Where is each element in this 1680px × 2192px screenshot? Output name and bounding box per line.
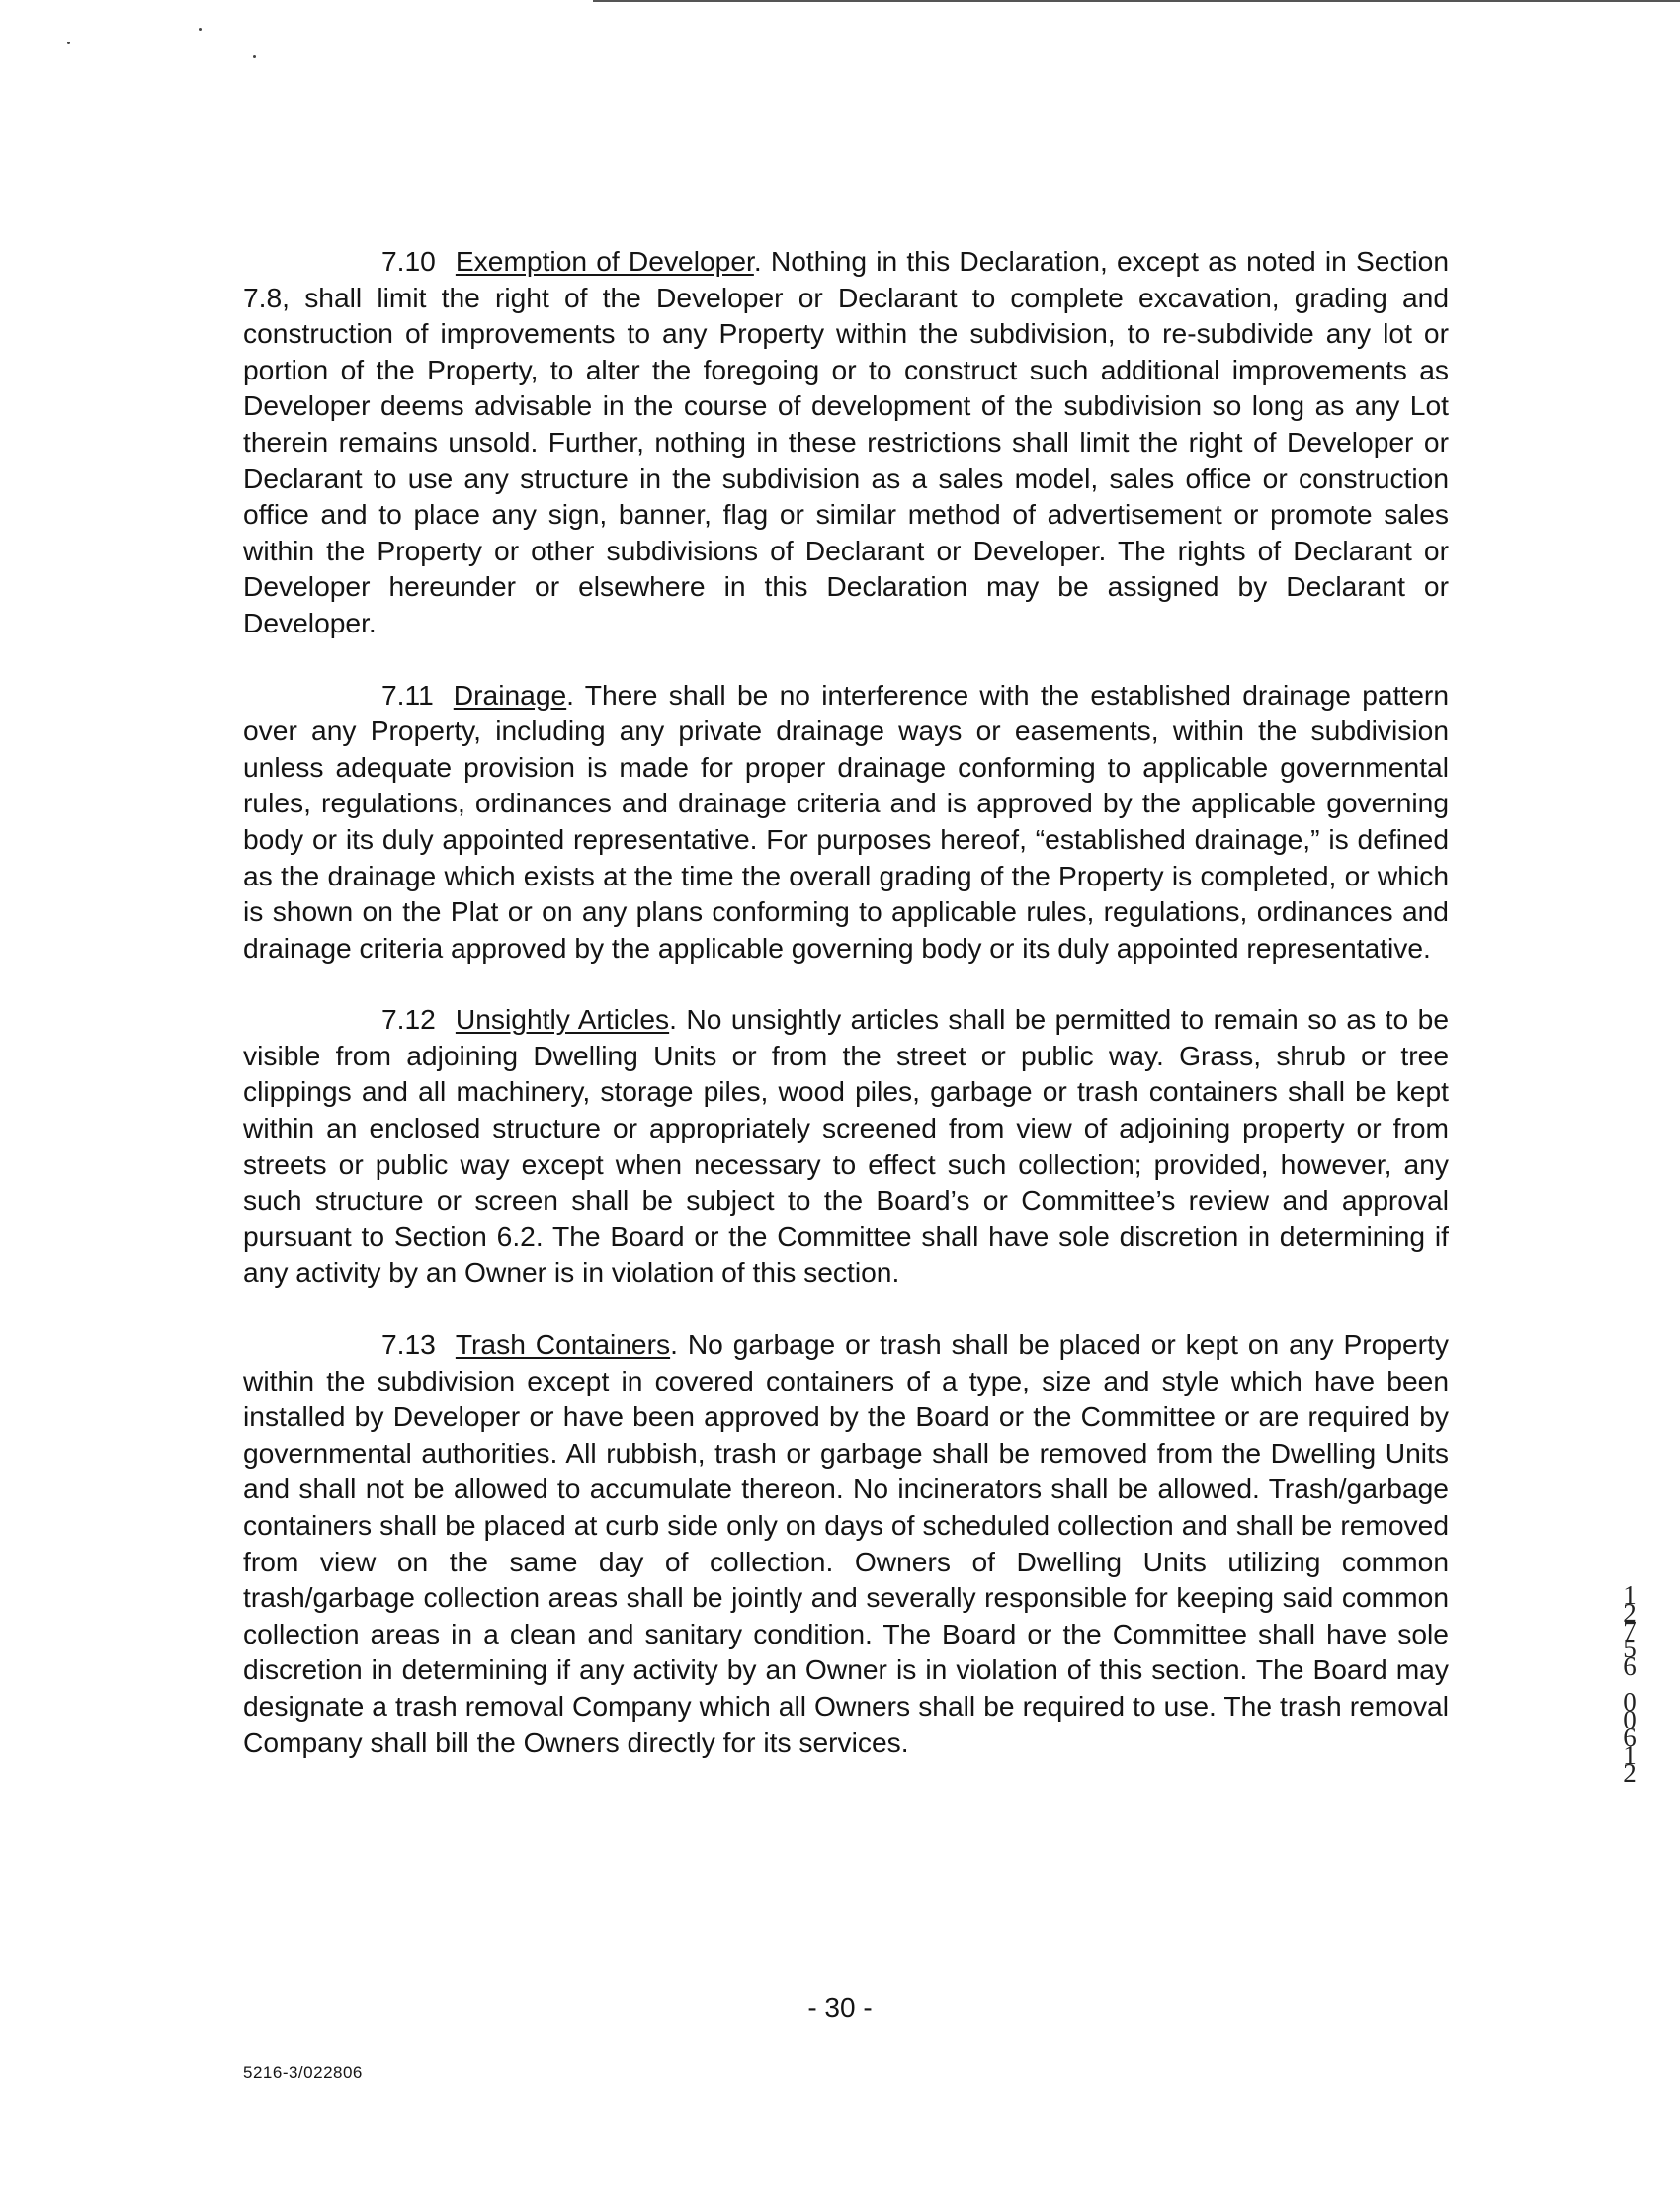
section-heading: Unsightly Articles [455, 1003, 670, 1036]
section-number: 7.12 [381, 1003, 436, 1036]
section-heading: Exemption of Developer [455, 245, 754, 277]
section-heading: Drainage [453, 678, 567, 711]
section-number: 7.13 [381, 1328, 436, 1361]
document-body [243, 243, 1449, 1796]
page-number: - 30 - [807, 1992, 873, 2023]
scan-speck [199, 28, 202, 31]
document-code: 5216-3/022806 [243, 2064, 363, 2082]
scan-speck [67, 42, 70, 44]
section-body: . There shall be no interference with the established drainage pattern over any Property, including any private drainage ways or easements, within the subdivision unless adequate provision is made for proper drainage conforming to applicable governmental rules, regulations, ordinances and drainage criteria and is approved by the applicable governing body or its duly appointed representative. For purposes hereof, “established drainage,” is defined as the drainage which exists at the time the overall grading of the Property is completed, or which is shown on the Plat or on any plans conforming to applicable rules, regulations, ordinances and drainage criteria approved by the applicable governing body or its duly appointed representative. [243, 678, 1449, 964]
section-number: 7.11 [381, 678, 434, 711]
section-number: 7.10 [381, 245, 436, 277]
section-body: . No unsightly articles shall be permitted to remain so as to be visible from adjoining Dwelling Units or from the street or public way. Grass, shrub or tree clippings and all machinery, storage piles, wood piles, garbage or trash containers shall be kept within an enclosed structure or appropriately screened from view of adjoining property or from streets or public way except when necessary to effect such collection; provided, however, any such structure or screen shall be subject to the Board’s or Committee’s review and approval pursuant to Section 6.2. The Board or the Committee shall have sole discretion in determining if any activity by an Owner is in violation of this section. [243, 1003, 1449, 1289]
scan-speck [253, 55, 256, 58]
section-7-13 [243, 1326, 1449, 1760]
section-body: . No garbage or trash shall be placed or kept on any Property within the subdivision except in covered containers of a type, size and style which have been installed by Developer or have been approved by the Board or the Committee or are required by governmental authorities. All rubbish, trash or garbage shall be removed from the Dwelling Units and shall not be allowed to accumulate thereon. No incinerators shall be allowed. Trash/garbage containers shall be placed at curb side only on days of scheduled collection and shall be removed from view on the same day of collection. Owners of Dwelling Units utilizing common trash/garbage collection areas shall be jointly and severally responsible for keeping said common collection areas in a clean and sanitary condition. The Board or the Committee shall have sole discretion in determining if any activity by an Owner is in violation of this section. The Board may designate a trash removal Company which all Owners shall be required to use. The trash removal Company shall bill the Owners directly for its services. [243, 1328, 1449, 1758]
section-7-12 [243, 1001, 1449, 1291]
section-7-11 [243, 677, 1449, 967]
section-heading: Trash Containers [455, 1328, 671, 1361]
margin-recording-stamp: 1 2 7 5 6 0 0 6 1 2 [1623, 1580, 1637, 1788]
section-body: . Nothing in this Declaration, except as noted in Section 7.8, shall limit the right of the Developer or Declarant to complete excavation, grading and construction of improvements to any Property within the subdivision, to re-subdivide any lot or portion of the Property, to alter the foregoing or to construct such additional improvements as Developer deems advisable in the course of development of the subdivision so long as any Lot therein remains unsold. Further, nothing in these restrictions shall limit the right of Developer or Declarant to use any structure in the subdivision as a sales model, sales office or construction office and to place any sign, banner, flag or similar method of advertisement or promote sales within the Property or other subdivisions of Declarant or Developer. The rights of Declarant or Developer hereunder or elsewhere in this Declaration may be assigned by Declarant or Developer. [243, 245, 1449, 638]
section-7-10 [243, 243, 1449, 641]
top-edge-rule [593, 0, 1680, 2]
